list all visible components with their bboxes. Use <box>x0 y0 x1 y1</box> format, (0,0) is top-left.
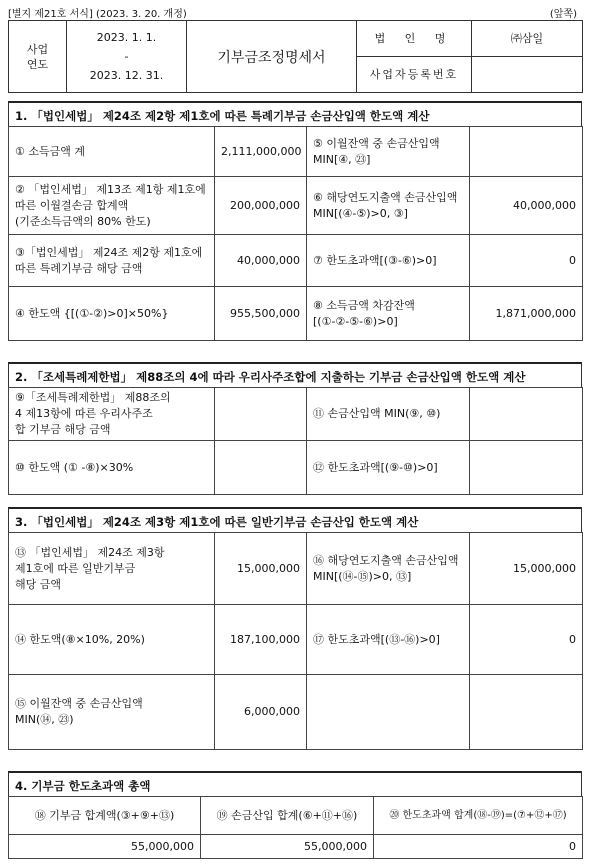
field-7-value: 0 <box>470 235 583 287</box>
field-16-label: ⑯ 해당연도지출액 손금산입액 MIN[(⑭-⑮)>0, ⑬] <box>307 533 470 605</box>
field-15-value: 6,000,000 <box>215 675 307 750</box>
field-14-label: ⑭ 한도액(⑧×10%, 20%) <box>9 605 215 675</box>
biz-no-label: 사업자등록번호 <box>357 57 472 93</box>
corp-name-label: 법 인 명 <box>357 21 472 57</box>
page-side-label: (앞쪽) <box>549 9 577 20</box>
field-5-label: ⑤ 이월잔액 중 손금산입액 MIN[④, ㉓] <box>307 127 470 177</box>
field-10-value <box>215 441 307 495</box>
section-1-table <box>8 126 583 341</box>
field-19-label: ⑲ 손금산입 합계(⑥+⑪+⑯) <box>201 797 374 835</box>
field-17-label: ⑰ 한도초과액[(⑬-⑯)>0] <box>307 605 470 675</box>
date-separator: - <box>124 50 129 63</box>
field-13-label: ⑬ 「법인세법」 제24조 제3항 제1호에 따른 일반기부금 해당 금액 <box>9 533 215 605</box>
section-2-title: 2. 「조세특례제한법」 제88조의 4에 따라 우리사주조합에 지출하는 기부금 손금산입액 한도액 계산 <box>8 362 582 387</box>
section-3-table <box>8 532 583 750</box>
field-17-value: 0 <box>470 605 583 675</box>
field-9-label: ⑨「조세특례제한법」 제88조의 4 제13항에 따른 우리사주조 합 기부금 해당 금액 <box>9 388 215 441</box>
field-6-value: 40,000,000 <box>470 177 583 235</box>
field-7-label: ⑦ 한도초과액[(③-⑥)>0] <box>307 235 470 287</box>
field-4-label: ④ 한도액 {[(①-②)>0]×50%} <box>9 287 215 341</box>
field-5-value <box>470 127 583 177</box>
field-3-label: ③「법인세법」 제24조 제2항 제1호에 따른 특례기부금 해당 금액 <box>9 235 215 287</box>
field-14-value: 187,100,000 <box>215 605 307 675</box>
field-10-label: ⑩ 한도액 (① -⑧)×30% <box>9 441 215 495</box>
field-8-label: ⑧ 소득금액 차감잔액 [(①-②-⑤-⑥)>0] <box>307 287 470 341</box>
section-4-table <box>8 796 583 859</box>
field-12-label: ⑫ 한도초과액[(⑨-⑩)>0] <box>307 441 470 495</box>
field-2-label: ② 「법인세법」 제13조 제1항 제1호에 따른 이월결손금 합계액 (기준소득금액의 80% 한도) <box>9 177 215 235</box>
section-1-title: 1. 「법인세법」 제24조 제2항 제1호에 따른 특례기부금 손금산입액 한도액 계산 <box>8 101 582 126</box>
field-19-value: 55,000,000 <box>201 835 374 859</box>
field-18-label: ⑱ 기부금 합계액(③+⑨+⑬) <box>9 797 201 835</box>
field-11-label: ⑪ 손금산입액 MIN(⑨, ⑩) <box>307 388 470 441</box>
section-3-empty-label <box>307 675 470 750</box>
date-from: 2023. 1. 1. <box>96 31 157 44</box>
biz-no-value <box>472 57 583 93</box>
field-9-value <box>215 388 307 441</box>
form-number: [별지 제21호 서식] (2023. 3. 20. 개정) <box>8 9 187 20</box>
field-1-label: ① 소득금액 계 <box>9 127 215 177</box>
field-20-value: 0 <box>374 835 583 859</box>
field-12-value <box>470 441 583 495</box>
field-13-value: 15,000,000 <box>215 533 307 605</box>
section-4-title: 4. 기부금 한도초과액 총액 <box>8 771 582 796</box>
field-15-label: ⑮ 이월잔액 중 손금산입액 MIN(⑭, ㉓) <box>9 675 215 750</box>
field-11-value <box>470 388 583 441</box>
field-6-label: ⑥ 해당연도지출액 손금산입액 MIN[(④-⑤)>0, ③] <box>307 177 470 235</box>
section-2-table <box>8 387 583 495</box>
field-2-value: 200,000,000 <box>215 177 307 235</box>
field-16-value: 15,000,000 <box>470 533 583 605</box>
form-title: 기부금조정명세서 <box>187 21 357 93</box>
field-4-value: 955,500,000 <box>215 287 307 341</box>
date-to: 2023. 12. 31. <box>89 69 164 82</box>
field-8-value: 1,871,000,000 <box>470 287 583 341</box>
field-3-value: 40,000,000 <box>215 235 307 287</box>
form-header <box>8 20 583 93</box>
business-year-period <box>67 21 187 93</box>
business-year-label: 사업 연도 <box>9 21 67 93</box>
section-3-title: 3. 「법인세법」 제24조 제3항 제1호에 따른 일반기부금 손금산입 한도액 계산 <box>8 507 582 532</box>
corp-name-value: ㈜삼일 <box>472 21 583 57</box>
field-20-label: ⑳ 한도초과액 합계(⑱-⑲)=(⑦+⑫+⑰) <box>374 797 583 835</box>
field-18-value: 55,000,000 <box>9 835 201 859</box>
section-3-empty-value <box>470 675 583 750</box>
field-1-value: 2,111,000,000 <box>215 127 307 177</box>
